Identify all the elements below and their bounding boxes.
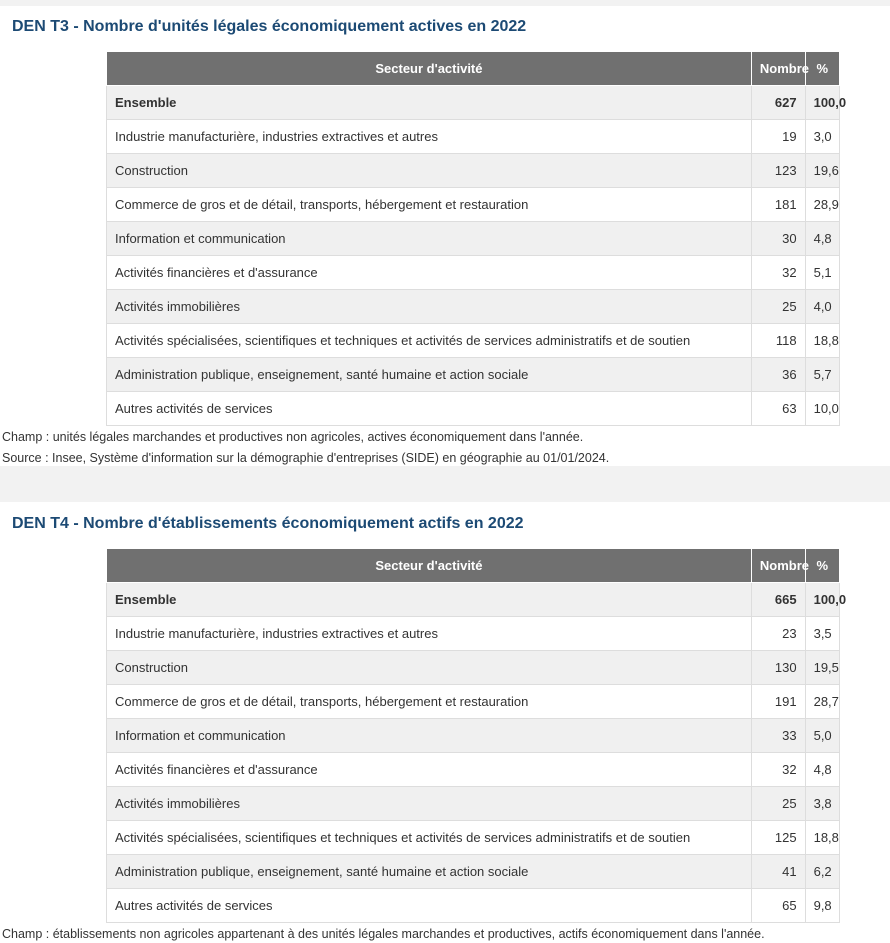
table-row bbox=[107, 222, 840, 256]
row-label: Autres activités de services bbox=[107, 392, 752, 426]
row-count: 123 bbox=[751, 154, 805, 188]
table-t4 bbox=[106, 548, 847, 923]
row-percent: 3,0 bbox=[805, 120, 839, 154]
row-label: Activités immobilières bbox=[107, 290, 752, 324]
table-row bbox=[107, 358, 840, 392]
row-count: 25 bbox=[751, 787, 805, 821]
table-row bbox=[107, 617, 840, 651]
table-row bbox=[107, 154, 840, 188]
row-count: 32 bbox=[751, 753, 805, 787]
section-separator bbox=[0, 466, 890, 502]
row-percent: 9,8 bbox=[805, 889, 839, 923]
table-row bbox=[107, 753, 840, 787]
row-count: 63 bbox=[751, 392, 805, 426]
row-label: Commerce de gros et de détail, transports, hébergement et restauration bbox=[107, 685, 752, 719]
table-t3-champ: Champ : unités légales marchandes et productives non agricoles, actives économiquement dans l'année. bbox=[2, 430, 584, 444]
row-count: 181 bbox=[751, 188, 805, 222]
row-percent: 19,5 bbox=[805, 651, 839, 685]
table-header-row bbox=[107, 52, 840, 86]
header-count: Nombre bbox=[751, 52, 805, 86]
row-percent: 18,8 bbox=[805, 821, 839, 855]
table-t4-champ: Champ : établissements non agricoles appartenant à des unités légales marchandes et productives, actifs économiquement dans l'année. bbox=[2, 927, 765, 941]
row-count: 191 bbox=[751, 685, 805, 719]
row-count: 23 bbox=[751, 617, 805, 651]
table-row bbox=[107, 324, 840, 358]
row-count: 19 bbox=[751, 120, 805, 154]
row-count: 41 bbox=[751, 855, 805, 889]
row-percent: 5,0 bbox=[805, 719, 839, 753]
table-row bbox=[107, 855, 840, 889]
row-percent: 5,1 bbox=[805, 256, 839, 290]
row-label: Activités financières et d'assurance bbox=[107, 256, 752, 290]
table-row bbox=[107, 719, 840, 753]
table-t3 bbox=[106, 51, 847, 426]
top-edge bbox=[0, 0, 890, 6]
table-row bbox=[107, 120, 840, 154]
row-count: 118 bbox=[751, 324, 805, 358]
row-percent: 6,2 bbox=[805, 855, 839, 889]
row-label: Industrie manufacturière, industries extractives et autres bbox=[107, 617, 752, 651]
table-row bbox=[107, 685, 840, 719]
row-percent: 4,0 bbox=[805, 290, 839, 324]
row-label: Ensemble bbox=[107, 86, 752, 120]
row-percent: 28,9 bbox=[805, 188, 839, 222]
table-row-total bbox=[107, 86, 840, 120]
table-row bbox=[107, 889, 840, 923]
row-label: Administration publique, enseignement, santé humaine et action sociale bbox=[107, 855, 752, 889]
row-label: Information et communication bbox=[107, 719, 752, 753]
row-label: Industrie manufacturière, industries extractives et autres bbox=[107, 120, 752, 154]
table-row-total bbox=[107, 583, 840, 617]
header-sector: Secteur d'activité bbox=[107, 549, 752, 583]
row-count: 30 bbox=[751, 222, 805, 256]
table-t3-source: Source : Insee, Système d'information sur la démographie d'entreprises (SIDE) en géographie au 01/01/2024. bbox=[2, 451, 610, 465]
table-row bbox=[107, 256, 840, 290]
row-count: 130 bbox=[751, 651, 805, 685]
table-row bbox=[107, 651, 840, 685]
table-row bbox=[107, 188, 840, 222]
table-row bbox=[107, 787, 840, 821]
row-label: Activités immobilières bbox=[107, 787, 752, 821]
row-label: Construction bbox=[107, 154, 752, 188]
table-row bbox=[107, 392, 840, 426]
header-percent: % bbox=[805, 549, 839, 583]
row-count: 125 bbox=[751, 821, 805, 855]
table-row bbox=[107, 290, 840, 324]
header-percent: % bbox=[805, 52, 839, 86]
row-percent: 4,8 bbox=[805, 753, 839, 787]
row-percent: 28,7 bbox=[805, 685, 839, 719]
table-header-row bbox=[107, 549, 840, 583]
table-t4-title: DEN T4 - Nombre d'établissements économiquement actifs en 2022 bbox=[12, 515, 524, 532]
row-count: 25 bbox=[751, 290, 805, 324]
row-percent: 19,6 bbox=[805, 154, 839, 188]
row-percent: 18,8 bbox=[805, 324, 839, 358]
table-row bbox=[107, 821, 840, 855]
row-count: 32 bbox=[751, 256, 805, 290]
row-count: 36 bbox=[751, 358, 805, 392]
row-label: Information et communication bbox=[107, 222, 752, 256]
header-count: Nombre bbox=[751, 549, 805, 583]
row-percent: 4,8 bbox=[805, 222, 839, 256]
row-count: 33 bbox=[751, 719, 805, 753]
row-percent: 100,0 bbox=[805, 583, 839, 617]
row-count: 65 bbox=[751, 889, 805, 923]
row-percent: 10,0 bbox=[805, 392, 839, 426]
header-sector: Secteur d'activité bbox=[107, 52, 752, 86]
row-label: Construction bbox=[107, 651, 752, 685]
table-t3-title: DEN T3 - Nombre d'unités légales économiquement actives en 2022 bbox=[12, 18, 527, 35]
row-percent: 100,0 bbox=[805, 86, 839, 120]
row-label: Administration publique, enseignement, santé humaine et action sociale bbox=[107, 358, 752, 392]
row-label: Ensemble bbox=[107, 583, 752, 617]
row-label: Activités spécialisées, scientifiques et techniques et activités de services administratifs et de soutien bbox=[107, 324, 752, 358]
row-label: Commerce de gros et de détail, transports, hébergement et restauration bbox=[107, 188, 752, 222]
row-label: Activités financières et d'assurance bbox=[107, 753, 752, 787]
row-percent: 5,7 bbox=[805, 358, 839, 392]
row-count: 665 bbox=[751, 583, 805, 617]
row-count: 627 bbox=[751, 86, 805, 120]
row-label: Activités spécialisées, scientifiques et techniques et activités de services administratifs et de soutien bbox=[107, 821, 752, 855]
row-label: Autres activités de services bbox=[107, 889, 752, 923]
row-percent: 3,5 bbox=[805, 617, 839, 651]
row-percent: 3,8 bbox=[805, 787, 839, 821]
